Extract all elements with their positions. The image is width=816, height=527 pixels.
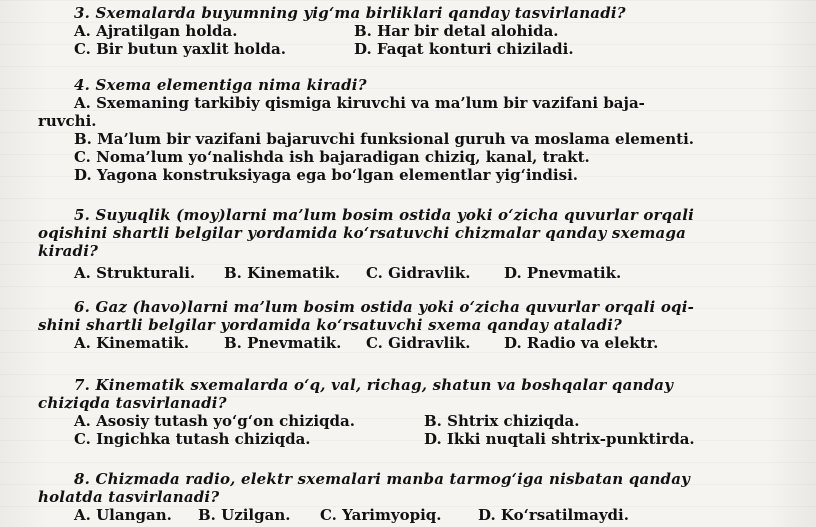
question-4 [38,76,768,184]
option-c[interactable]: C. Noma’lum yo‘nalishda ish bajaradigan chiziq, kanal, trakt. [74,148,590,166]
option-row [38,22,768,40]
question-7 [38,376,768,448]
question-text-line: 8. Chizmada radio, elektr sxemalari manba tarmog‘iga nisbatan qanday [74,470,691,488]
question-8 [38,470,768,524]
option-c[interactable]: C. Gidravlik. [366,264,471,282]
question-text-line: shini shartli belgilar yordamida ko‘rsatuvchi sxema qanday ataladi? [38,316,623,334]
option-row [38,264,768,282]
question-6 [38,298,768,352]
option-row [38,430,768,448]
option-d[interactable]: D. Ko‘rsatilmaydi. [478,506,629,524]
option-b[interactable]: B. Uzilgan. [198,506,291,524]
question-text-line: 5. Suyuqlik (moy)larni ma’lum bosim ostida yoki o‘zicha quvurlar orqali [74,206,695,224]
option-a-continued: ruvchi. [38,112,97,130]
option-row [38,40,768,58]
question-5 [38,206,768,282]
option-a[interactable]: A. Kinematik. [74,334,190,352]
question-text-line: 7. Kinematik sxemalarda o‘q, val, richag, shatun va boshqalar qanday [74,376,674,394]
option-d[interactable]: D. Pnevmatik. [504,264,622,282]
option-b[interactable]: B. Ma’lum bir vazifani bajaruvchi funksional guruh va moslama elementi. [74,130,695,148]
question-text-line: kiradi? [38,242,99,260]
option-d[interactable]: D. Yagona konstruksiyaga ega bo‘lgan elementlar yig‘indisi. [74,166,578,184]
question-text: 3. Sxemalarda buyumning yig‘ma birliklari qanday tasvirlanadi? [74,4,626,22]
option-a[interactable]: A. Ulangan. [74,506,172,524]
option-a[interactable]: A. Ajratilgan holda. [74,22,238,40]
option-b[interactable]: B. Shtrix chiziqda. [424,412,580,430]
option-row [38,334,768,352]
option-row [38,412,768,430]
option-a[interactable]: A. Strukturali. [74,264,196,282]
question-text-line: oqishini shartli belgilar yordamida ko‘rsatuvchi chizmalar qanday sxemaga [38,224,687,242]
option-d[interactable]: D. Radio va elektr. [504,334,659,352]
option-b[interactable]: B. Kinematik. [224,264,341,282]
option-b[interactable]: B. Pnevmatik. [224,334,342,352]
option-c[interactable]: C. Yarimyopiq. [320,506,442,524]
question-3 [38,4,768,58]
option-d[interactable]: D. Faqat konturi chiziladi. [354,40,574,58]
question-text-line: 6. Gaz (havo)larni ma’lum bosim ostida yoki o‘zicha quvurlar orqali oqi- [74,298,695,316]
option-a[interactable]: A. Sxemaning tarkibiy qismiga kiruvchi va ma’lum bir vazifani baja- [74,94,645,112]
option-c[interactable]: C. Gidravlik. [366,334,471,352]
option-row [38,506,768,524]
option-a[interactable]: A. Asosiy tutash yo‘g‘on chiziqda. [74,412,355,430]
question-text: 4. Sxema elementiga nima kiradi? [74,76,367,94]
question-text-line: holatda tasvirlanadi? [38,488,220,506]
option-d[interactable]: D. Ikki nuqtali shtrix-punktirda. [424,430,695,448]
option-c[interactable]: C. Ingichka tutash chiziqda. [74,430,311,448]
option-b[interactable]: B. Har bir detal alohida. [354,22,559,40]
option-c[interactable]: C. Bir butun yaxlit holda. [74,40,286,58]
question-text-line: chiziqda tasvirlanadi? [38,394,227,412]
